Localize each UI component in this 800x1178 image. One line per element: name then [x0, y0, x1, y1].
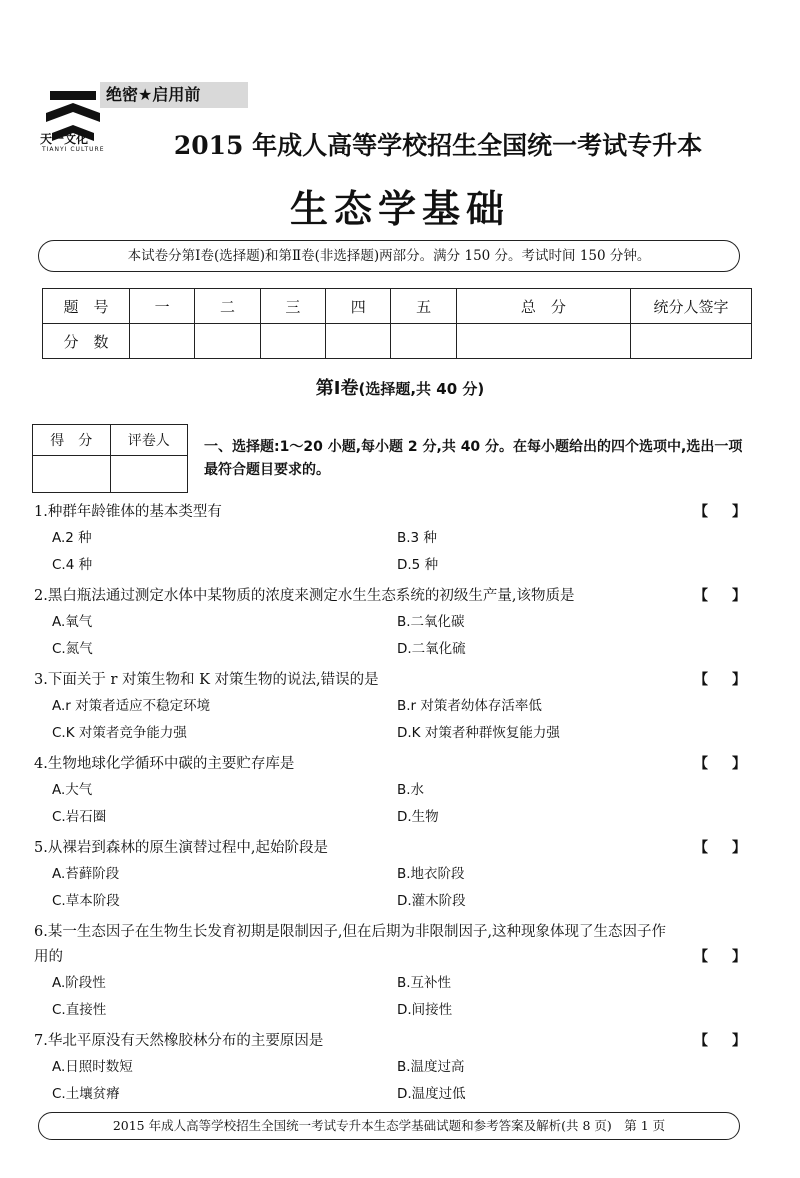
option-d: D.生物	[397, 809, 439, 825]
part-title-sub: (选择题,共 40 分)	[358, 380, 485, 398]
score-table	[42, 288, 752, 359]
question-1	[34, 500, 770, 579]
option-b: B.3 种	[397, 530, 437, 546]
grader-score-cell	[33, 456, 111, 493]
option-d: D.K 对策者种群恢复能力强	[397, 725, 560, 741]
question-stem: 2.黑白瓶法通过测定水体中某物质的浓度来测定水生生态系统的初级生产量,该物质是	[34, 588, 575, 604]
option-c: C.氮气	[52, 641, 93, 657]
answer-bracket: 【】	[694, 672, 770, 688]
option-c: C.直接性	[52, 1002, 107, 1018]
score-cell	[260, 324, 325, 359]
question-list	[34, 500, 770, 1113]
option-b: B.r 对策者幼体存活率低	[397, 698, 542, 714]
option-a: A.2 种	[52, 530, 92, 546]
option-c: C.土壤贫瘠	[52, 1086, 120, 1102]
question-stem: 4.生物地球化学循环中碳的主要贮存库是	[34, 756, 295, 772]
option-d: D.间接性	[397, 1002, 453, 1018]
grader-cell	[110, 456, 188, 493]
score-table-col-4: 四	[326, 289, 391, 324]
score-cell	[326, 324, 391, 359]
option-d: D.温度过低	[397, 1086, 466, 1102]
option-a: A.阶段性	[52, 975, 106, 991]
option-a: A.氧气	[52, 614, 93, 630]
option-c: C.岩石圈	[52, 809, 107, 825]
grader-score-label: 得 分	[33, 425, 111, 456]
score-cell	[195, 324, 260, 359]
option-a: A.r 对策者适应不稳定环境	[52, 698, 211, 714]
logo-text: 天一文化	[40, 132, 89, 146]
exam-title: 2015 年成人高等学校招生全国统一考试专升本	[173, 131, 703, 160]
score-table-col-3: 三	[260, 289, 325, 324]
score-cell	[391, 324, 456, 359]
score-table-col-signature: 统分人签字	[631, 289, 752, 324]
question-5	[34, 836, 770, 915]
option-d: D.灌木阶段	[397, 893, 466, 909]
section-heading: 一、选择题:1～20 小题,每小题 2 分,共 40 分。在每小题给出的四个选项中,选出一项最符合题目要求的。	[204, 439, 743, 478]
answer-bracket: 【】	[694, 588, 770, 604]
question-7	[34, 1029, 770, 1108]
score-table-col-total: 总 分	[456, 289, 630, 324]
question-6	[34, 920, 770, 1024]
exam-notice: 本试卷分第Ⅰ卷(选择题)和第Ⅱ卷(非选择题)两部分。满分 150 分。考试时间 150 分钟。	[38, 240, 740, 272]
grader-table	[32, 424, 188, 493]
score-table-col-1: 一	[130, 289, 195, 324]
option-d: D.5 种	[397, 557, 439, 573]
option-c: C.草本阶段	[52, 893, 120, 909]
score-cell	[631, 324, 752, 359]
subject-title: 生态学基础	[289, 187, 510, 231]
question-stem: 5.从裸岩到森林的原生演替过程中,起始阶段是	[34, 840, 328, 856]
score-table-score-row	[43, 324, 752, 359]
score-cell	[456, 324, 630, 359]
logo-subtext: TIANYI CULTURE	[42, 146, 105, 153]
option-a: A.日照时数短	[52, 1059, 133, 1075]
option-c: C.4 种	[52, 557, 93, 573]
question-4	[34, 752, 770, 831]
answer-bracket: 【】	[694, 504, 770, 520]
option-c: C.K 对策者竞争能力强	[52, 725, 187, 741]
confidential-label: 绝密★启用前	[100, 82, 248, 108]
score-cell	[130, 324, 195, 359]
answer-bracket: 【】	[694, 949, 770, 965]
question-stem: 1.种群年龄锥体的基本类型有	[34, 504, 222, 520]
grader-label: 评卷人	[110, 425, 188, 456]
option-b: B.水	[397, 782, 425, 798]
part-title	[0, 374, 800, 400]
option-b: B.温度过高	[397, 1059, 465, 1075]
score-table-header-row	[43, 289, 752, 324]
part-title-main: 第Ⅰ卷	[315, 378, 359, 399]
option-d: D.二氧化硫	[397, 641, 466, 657]
option-b: B.地衣阶段	[397, 866, 465, 882]
question-stem: 6.某一生态因子在生物生长发育初期是限制因子,但在后期为非限制因子,这种现象体现了生态因子作用的	[34, 924, 667, 965]
score-table-row-label: 分 数	[43, 324, 130, 359]
page-footer: 2015 年成人高等学校招生全国统一考试专升本生态学基础试题和参考答案及解析(共 8 页) 第 1 页	[38, 1112, 740, 1140]
answer-bracket: 【】	[694, 756, 770, 772]
option-a: A.苔藓阶段	[52, 866, 120, 882]
score-table-col-5: 五	[391, 289, 456, 324]
question-stem: 7.华北平原没有天然橡胶林分布的主要原因是	[34, 1033, 324, 1049]
answer-bracket: 【】	[694, 1033, 770, 1049]
question-stem: 3.下面关于 r 对策生物和 K 对策生物的说法,错误的是	[34, 672, 379, 688]
option-a: A.大气	[52, 782, 93, 798]
option-b: B.互补性	[397, 975, 452, 991]
question-3	[34, 668, 770, 747]
option-b: B.二氧化碳	[397, 614, 465, 630]
question-2	[34, 584, 770, 663]
score-table-row-label: 题 号	[43, 289, 130, 324]
answer-bracket: 【】	[694, 840, 770, 856]
score-table-col-2: 二	[195, 289, 260, 324]
